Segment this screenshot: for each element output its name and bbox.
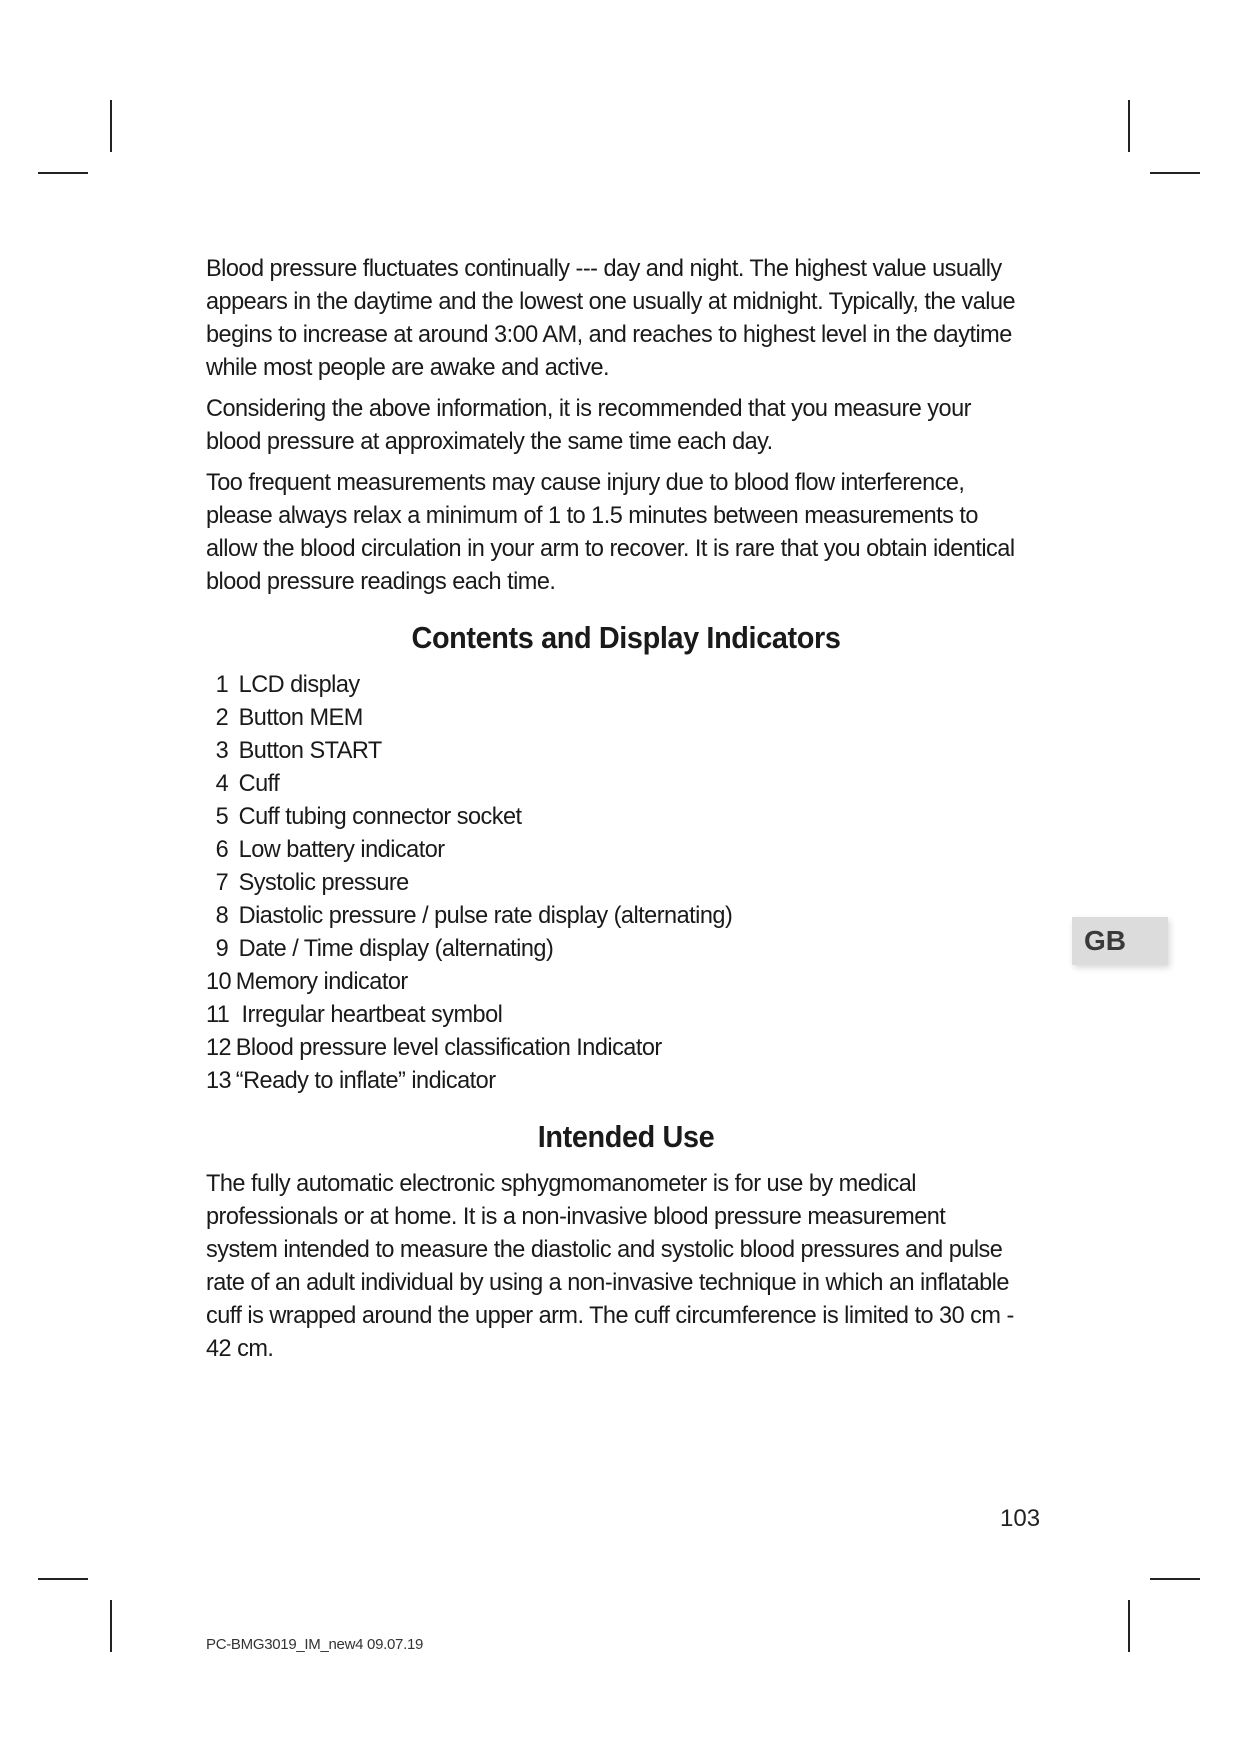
list-item (206, 800, 1012, 833)
item-number: 4 (215, 770, 229, 797)
item-number: 12 (206, 1034, 232, 1061)
crop-mark-top-left-horizontal (38, 172, 88, 174)
item-label: Date / Time display (alternating) (238, 935, 554, 962)
crop-mark-top-left-vertical (110, 100, 112, 152)
crop-mark-top-right-horizontal (1150, 172, 1200, 174)
item-number: 2 (215, 704, 229, 731)
item-label: Cuff tubing connector socket (238, 803, 522, 830)
item-number: 10 (206, 968, 232, 995)
item-number: 9 (215, 935, 229, 962)
intro-paragraph-1: Blood pressure fluctuates continually --- day and night. The highest value usually appears in the daytime and the lowest one usually at midnight. Typically, the value begins to increase at around 3:00 AM, and reaches to highest level in the daytime while most people are awake and active. (206, 255, 1016, 381)
intro-paragraph-2: Considering the above information, it is recommended that you measure your blood pressure at approximately the same time each day. (206, 395, 971, 455)
item-number: 11 (206, 1001, 230, 1028)
item-label: Blood pressure level classification Indicator (235, 1034, 662, 1061)
list-item (206, 965, 1012, 998)
item-number: 5 (215, 803, 229, 830)
item-label: Systolic pressure (238, 869, 409, 896)
list-item (206, 1064, 1012, 1097)
list-item (206, 833, 1012, 866)
contents-heading: Contents and Display Indicators (411, 620, 841, 655)
list-item (206, 866, 1012, 899)
item-number: 13 (206, 1067, 232, 1094)
crop-mark-bottom-left-vertical (110, 1600, 112, 1652)
list-item (206, 734, 1012, 767)
item-label: Diastolic pressure / pulse rate display (alternating) (238, 902, 733, 929)
crop-mark-top-right-vertical (1128, 100, 1130, 152)
list-item (206, 932, 1012, 965)
item-label: “Ready to inflate” indicator (235, 1067, 496, 1094)
crop-mark-bottom-right-horizontal (1150, 1578, 1200, 1580)
item-number: 3 (215, 737, 229, 764)
item-label: Cuff (238, 770, 280, 797)
item-number: 1 (215, 671, 229, 698)
crop-mark-bottom-right-vertical (1128, 1600, 1130, 1652)
crop-mark-bottom-left-horizontal (38, 1578, 88, 1580)
item-number: 6 (215, 836, 229, 863)
list-item (206, 899, 1012, 932)
footer-print-info: PC-BMG3019_IM_new4 09.07.19 (206, 1636, 424, 1653)
item-label: LCD display (238, 671, 360, 698)
list-item (206, 998, 1012, 1031)
language-tab-label: GB (1084, 925, 1126, 956)
item-label: Button START (238, 737, 382, 764)
language-tab (1072, 917, 1168, 965)
page-content (206, 252, 1046, 1373)
list-item (206, 668, 1012, 701)
intro-paragraph-3: Too frequent measurements may cause injury due to blood flow interference, please always relax a minimum of 1 to 1.5 minutes between measurements to allow the blood circulation in your arm to recover. It is rare that you obtain identical blood pressure readings each time. (206, 469, 1015, 595)
list-item (206, 767, 1012, 800)
item-number: 7 (215, 869, 229, 896)
page-number: 103 (1000, 1505, 1041, 1532)
item-label: Button MEM (238, 704, 363, 731)
intended-use-text: The fully automatic electronic sphygmomanometer is for use by medical professionals or at home. It is a non-invasive blood pressure measurement system intended to measure the diastolic and systolic blood pressures and pulse rate of an adult individual by using a non-invasive technique in which an inflatable cuff is wrapped around the upper arm. The cuff circumference is limited to 30 cm - 42 cm. (206, 1170, 1014, 1362)
item-label: Low battery indicator (238, 836, 445, 863)
intended-use-heading: Intended Use (537, 1119, 715, 1154)
item-number: 8 (215, 902, 229, 929)
list-item (206, 1031, 1012, 1064)
list-item (206, 701, 1012, 734)
item-label: Irregular heartbeat symbol (241, 1001, 503, 1028)
contents-list (206, 668, 1046, 1097)
item-label: Memory indicator (235, 968, 408, 995)
